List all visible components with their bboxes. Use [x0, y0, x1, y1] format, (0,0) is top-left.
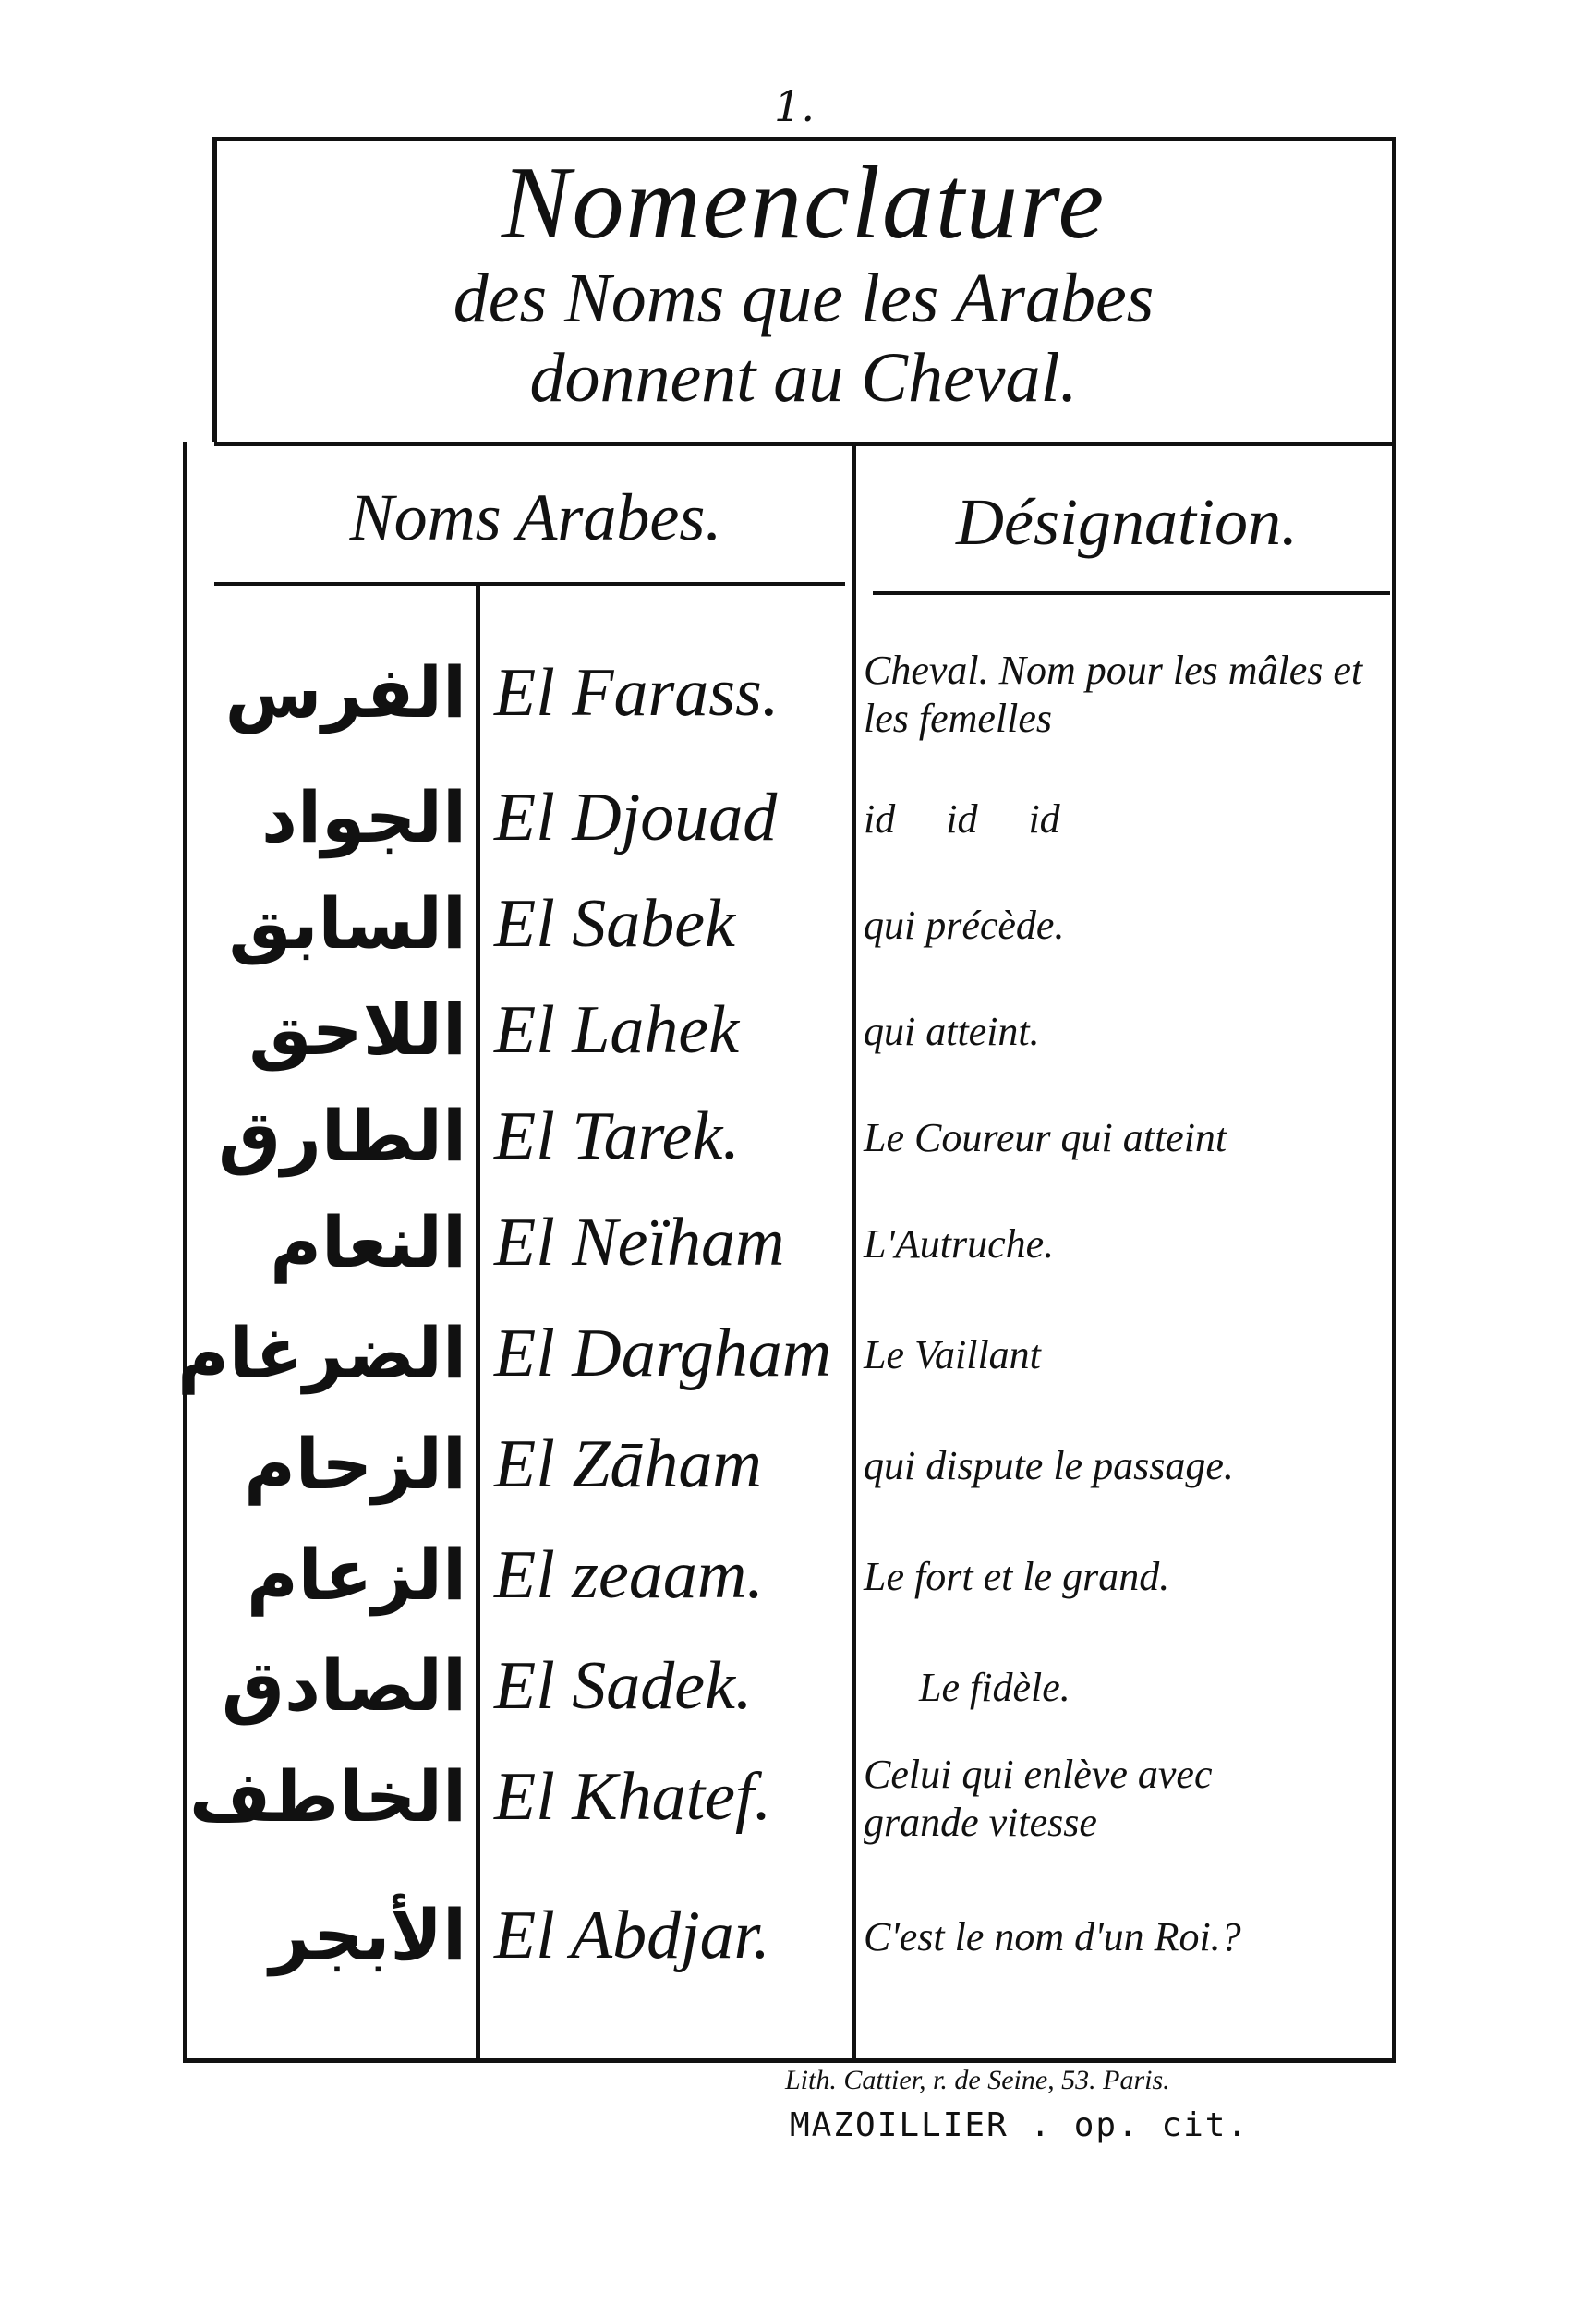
title-main: Nomenclature	[501, 146, 1106, 261]
title-line-2: des Noms que les Arabes	[453, 260, 1155, 337]
table-row	[0, 1418, 1596, 1510]
transliteration: El Dargham	[494, 1316, 832, 1391]
designation: Le Coureur qui atteint	[864, 1115, 1227, 1160]
arabic-name: الطارق	[218, 1095, 466, 1177]
table-row	[0, 1196, 1596, 1289]
title-divider	[214, 442, 1396, 446]
arabic-name: الزعام	[246, 1534, 466, 1616]
header-divider-right	[873, 591, 1390, 595]
header-designation: Désignation.	[956, 485, 1298, 559]
header-divider-left	[214, 582, 845, 586]
arabic-name: الصادق	[222, 1644, 466, 1727]
frame-left	[212, 137, 217, 442]
arabic-name: الأبجر	[269, 1894, 466, 1976]
transliteration: El Farass.	[494, 655, 780, 731]
table-row	[0, 984, 1596, 1076]
frame-bottom	[183, 2058, 1396, 2063]
designation: Celui qui enlève avec grande vitesse	[864, 1752, 1213, 1845]
designation: Cheval. Nom pour les mâles et les femelles	[864, 648, 1363, 741]
frame-top	[212, 137, 1396, 141]
transliteration: El Sabek	[494, 886, 735, 962]
table-row	[0, 878, 1596, 970]
header-arabic-names: Noms Arabes.	[349, 480, 722, 554]
arabic-name: الجواد	[260, 776, 466, 858]
table-row	[0, 1640, 1596, 1732]
designation: qui dispute le passage.	[864, 1443, 1234, 1488]
arabic-name: النعام	[270, 1201, 466, 1283]
arabic-name: الخاطف	[189, 1755, 466, 1838]
designation: qui précède.	[864, 903, 1065, 948]
table-row	[0, 647, 1596, 739]
designation: C'est le nom d'un Roi.?	[864, 1914, 1241, 1959]
table-row	[0, 1889, 1596, 1982]
transliteration: El Zāham	[494, 1426, 762, 1502]
arabic-name: الفرس	[224, 651, 466, 734]
table-row	[0, 1751, 1596, 1843]
arabic-name: اللاحق	[248, 989, 466, 1071]
table-row	[0, 1090, 1596, 1183]
designation: Le fidèle.	[919, 1665, 1070, 1710]
transliteration: El Tarek.	[494, 1098, 740, 1174]
transliteration: El Djouad	[494, 780, 778, 855]
designation: L'Autruche.	[864, 1221, 1055, 1267]
arabic-name: السابق	[228, 882, 466, 964]
page-number: 1.	[774, 81, 815, 131]
table-row	[0, 1307, 1596, 1400]
lithographer-credit: Lith. Cattier, r. de Seine, 53. Paris.	[785, 2065, 1170, 2095]
arabic-name: الضرغام	[177, 1312, 466, 1394]
designation: qui atteint.	[864, 1009, 1040, 1054]
title-line-3: donnent au Cheval.	[529, 339, 1078, 417]
transliteration: El Khatef.	[494, 1759, 772, 1835]
designation: id id id	[864, 796, 1060, 842]
transliteration: El Neïham	[494, 1205, 785, 1280]
arabic-name: الزحام	[244, 1423, 466, 1505]
designation: Le fort et le grand.	[864, 1554, 1170, 1599]
transliteration: El Sadek.	[494, 1648, 753, 1724]
transliteration: El Abdjar.	[494, 1898, 770, 1973]
table-row	[0, 771, 1596, 864]
transliteration: El zeaam.	[494, 1537, 764, 1613]
transliteration: El Lahek	[494, 992, 740, 1068]
title-block	[222, 148, 1385, 418]
source-citation: MAZOILLIER . op. cit.	[790, 2106, 1250, 2144]
table-row	[0, 1529, 1596, 1621]
designation: Le Vaillant	[864, 1332, 1041, 1377]
